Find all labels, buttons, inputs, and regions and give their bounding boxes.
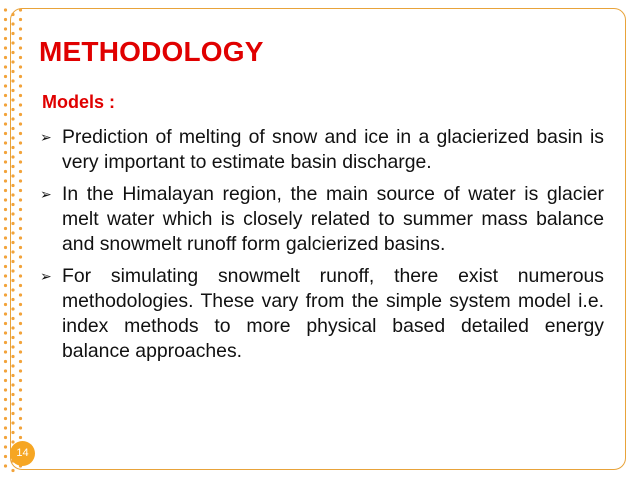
decorative-dot [19,160,22,163]
decorative-dot [19,132,22,135]
decorative-dot [4,179,7,182]
decorative-dot [4,208,7,211]
decorative-dot [4,322,7,325]
bullet-list [40,125,604,371]
decorative-dot [4,265,7,268]
decorative-dot [4,8,7,11]
decorative-dot [4,217,7,220]
decorative-dot [4,141,7,144]
decorative-dot [19,331,22,334]
decorative-dot [4,227,7,230]
decorative-dot [11,269,14,272]
decorative-dot [11,364,14,367]
decorative-dot [11,298,14,301]
decorative-dot [19,103,22,106]
decorative-dot [11,355,14,358]
decorative-dot [11,174,14,177]
decorative-dot [19,341,22,344]
decorative-dot [4,445,7,448]
decorative-dot [4,417,7,420]
decorative-dot [11,393,14,396]
decorative-dot [4,56,7,59]
decorative-dot [4,37,7,40]
decorative-dot [11,222,14,225]
decorative-dot [4,18,7,21]
decorative-dot [19,360,22,363]
decorative-dot [4,151,7,154]
decorative-dot [4,350,7,353]
decorative-dot [11,317,14,320]
decorative-dot [4,360,7,363]
decorative-dot [4,436,7,439]
decorative-dot [4,84,7,87]
bullet-item [40,125,604,175]
decorative-dot [4,103,7,106]
decorative-dot [11,51,14,54]
decorative-dot [4,284,7,287]
decorative-dot [4,312,7,315]
bullet-item [40,182,604,257]
decorative-dot [11,279,14,282]
decorative-dot [19,407,22,410]
decorative-dot [11,89,14,92]
decorative-dot [4,46,7,49]
decorative-dot [11,193,14,196]
decorative-dot [11,127,14,130]
decorative-dot [19,65,22,68]
decorative-dot [11,336,14,339]
decorative-dot [19,293,22,296]
decorative-dot [19,417,22,420]
decorative-dot [11,412,14,415]
decorative-dot [19,350,22,353]
decorative-dot [4,426,7,429]
decorative-dot [19,198,22,201]
decorative-dots [0,4,30,474]
decorative-dot [19,189,22,192]
decorative-dot [19,426,22,429]
decorative-dot [11,41,14,44]
decorative-dot [11,22,14,25]
slide-title: METHODOLOGY [39,36,264,67]
bullet-text: For simulating snowmelt runoff, there exist numerous methodologies. These vary from the simple system model i.e. index methods to more physical based detailed energy balance approaches. [62,265,604,362]
decorative-dot [11,326,14,329]
decorative-dot [4,170,7,173]
decorative-dot [4,293,7,296]
decorative-dot [4,27,7,30]
decorative-dot [19,27,22,30]
decorative-dot [19,217,22,220]
decorative-dot [11,402,14,405]
decorative-dot [19,56,22,59]
decorative-dot [11,250,14,253]
decorative-dot [4,94,7,97]
decorative-dot [11,307,14,310]
decorative-dot [4,303,7,306]
decorative-dot [11,421,14,424]
decorative-dot [19,18,22,21]
decorative-dot [11,70,14,73]
decorative-dot [19,284,22,287]
arrow-bullet-icon: ➢ [40,268,52,284]
decorative-dot [11,79,14,82]
decorative-dot [19,75,22,78]
decorative-dot [19,227,22,230]
decorative-dot [4,236,7,239]
decorative-dot [11,117,14,120]
decorative-dot [11,184,14,187]
decorative-dot [11,203,14,206]
decorative-dot [4,398,7,401]
decorative-dot [4,407,7,410]
decorative-dot [19,37,22,40]
decorative-dot [4,75,7,78]
decorative-dot [19,379,22,382]
decorative-dot [4,255,7,258]
decorative-dot [19,151,22,154]
decorative-dot [19,8,22,11]
decorative-dot [19,274,22,277]
decorative-dot [19,84,22,87]
decorative-dot [11,260,14,263]
decorative-dot [11,32,14,35]
decorative-dot [19,388,22,391]
decorative-dot [11,108,14,111]
decorative-dot [11,165,14,168]
decorative-dot [11,231,14,234]
decorative-dot [4,132,7,135]
decorative-dot [4,341,7,344]
page-number-badge: 14 [10,441,35,466]
decorative-dot [19,436,22,439]
bullet-text: In the Himalayan region, the main source of water is glacier melt water which is closely related to summer mass balance and snowmelt runoff form galcierized basins. [62,183,604,255]
decorative-dot [11,212,14,215]
decorative-dot [4,379,7,382]
decorative-dot [11,13,14,16]
decorative-dot [19,170,22,173]
decorative-dot [19,312,22,315]
decorative-dot [11,383,14,386]
decorative-dot [4,455,7,458]
decorative-dot [4,369,7,372]
decorative-dot [11,136,14,139]
decorative-dot [19,398,22,401]
decorative-dot [4,65,7,68]
decorative-dot [4,189,7,192]
decorative-dot [4,274,7,277]
decorative-dot [4,113,7,116]
decorative-dot [19,122,22,125]
decorative-dot [19,265,22,268]
decorative-dot [4,246,7,249]
decorative-dot [19,246,22,249]
decorative-dot [19,322,22,325]
decorative-dot [19,94,22,97]
decorative-dot [4,198,7,201]
decorative-dot [4,331,7,334]
decorative-dot [4,388,7,391]
decorative-dot [19,141,22,144]
slide-subtitle: Models : [42,92,116,112]
decorative-dot [11,431,14,434]
decorative-dot [11,374,14,377]
decorative-dot [19,208,22,211]
bullet-item [40,264,604,364]
decorative-dot [11,155,14,158]
decorative-dot [19,236,22,239]
decorative-dot [11,469,14,472]
decorative-dot [11,288,14,291]
decorative-dot [19,113,22,116]
arrow-bullet-icon: ➢ [40,186,52,202]
decorative-dot [4,160,7,163]
decorative-dot [11,345,14,348]
decorative-dot [19,303,22,306]
decorative-dot [19,369,22,372]
decorative-dot [11,241,14,244]
decorative-dot [19,46,22,49]
decorative-dot [11,146,14,149]
bullet-text: Prediction of melting of snow and ice in a glacierized basin is very important to estimate basin discharge. [62,126,604,173]
decorative-dot [4,122,7,125]
decorative-dot [11,98,14,101]
decorative-dot [11,60,14,63]
decorative-dot [19,255,22,258]
decorative-dot [4,464,7,467]
arrow-bullet-icon: ➢ [40,129,52,145]
decorative-dot [19,179,22,182]
